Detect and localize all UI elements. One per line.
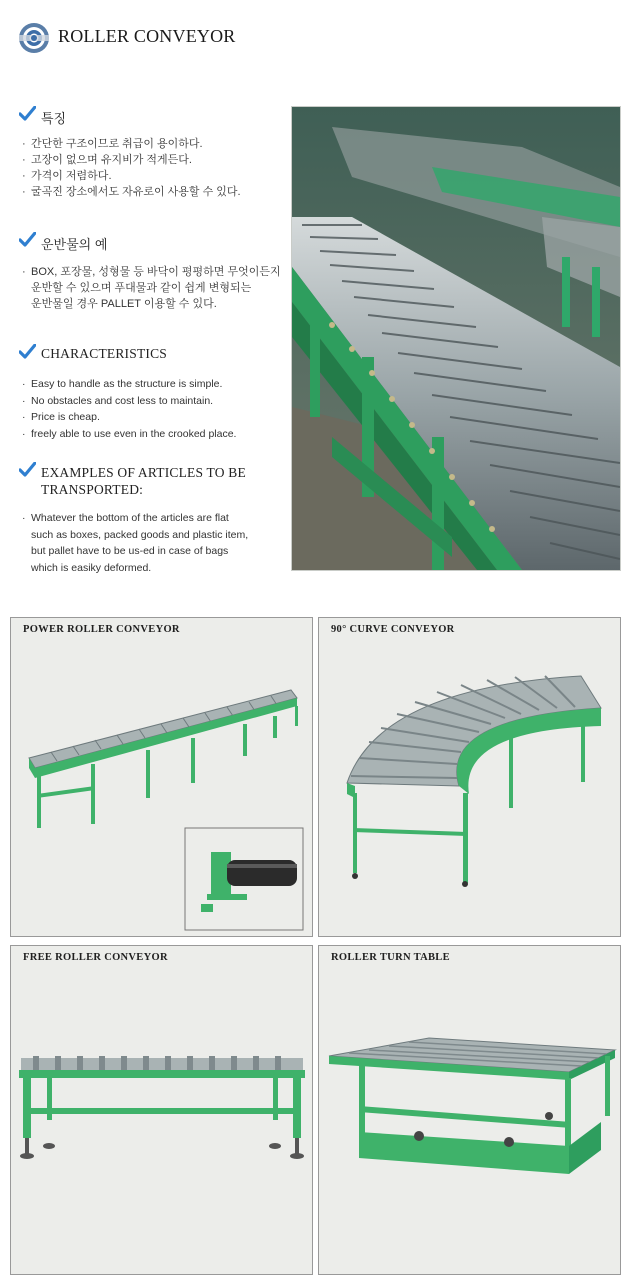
characteristics-list: [22, 376, 287, 442]
list-item: · Easy to handle as the structure is simple.: [22, 376, 287, 393]
company-logo-icon: [18, 22, 50, 54]
text-line: 운반할 수 있으며 푸대물과 같이 쉽게 변형되는: [31, 282, 252, 294]
product-label: ROLLER TURN TABLE: [331, 952, 450, 963]
examples-en-text: · Whatever the bottom of the articles are flat such as boxes, packed goods and plastic item, but pallet have to be us-ed in case of bags which is easiky deformed.: [22, 510, 292, 576]
text-line: which is easiky deformed.: [31, 561, 152, 574]
features-ko-list: [22, 136, 282, 200]
text-line: BOX, 포장물, 성형물 등 바닥이 평평하면 무엇이든지: [31, 266, 281, 278]
product-panel-free-roller: [10, 945, 313, 1275]
text-line: 운반물일 경우 PALLET 이용할 수 있다.: [31, 298, 217, 310]
checkmark-icon: [19, 232, 36, 247]
list-item: · Price is cheap.: [22, 409, 287, 426]
list-item: · 굴곡진 장소에서도 자유로이 사용할 수 있다.: [22, 184, 282, 200]
list-item: · 가격이 저렴하다.: [22, 168, 282, 184]
product-panel-turn-table: [318, 945, 621, 1275]
list-item: · freely able to use even in the crooked place.: [22, 426, 287, 443]
text-line: Whatever the bottom of the articles are flat: [31, 512, 229, 524]
list-item: · No obstacles and cost less to maintain.: [22, 393, 287, 410]
checkmark-icon: [19, 106, 36, 121]
checkmark-icon: [19, 462, 36, 477]
title-line: TRANSPORTED:: [41, 482, 144, 497]
product-label: FREE ROLLER CONVEYOR: [23, 952, 168, 963]
list-item: · 간단한 구조이므로 취급이 용이하다.: [22, 136, 282, 152]
product-panel-power-roller: [10, 617, 313, 937]
page-title: ROLLER CONVEYOR: [58, 26, 236, 46]
examples-ko-title: 운반물의 예: [41, 237, 108, 252]
checkmark-icon: [19, 344, 36, 359]
product-panel-curve-conveyor: [318, 617, 621, 937]
title-line: EXAMPLES OF ARTICLES TO BE: [41, 465, 246, 480]
list-item: · 고장이 없으며 유지비가 적게든다.: [22, 152, 282, 168]
characteristics-title: CHARACTERISTICS: [41, 346, 168, 361]
text-line: but pallet have to be us-ed in case of bags: [31, 545, 229, 557]
text-line: such as boxes, packed goods and plastic item,: [31, 528, 249, 541]
product-label: POWER ROLLER CONVEYOR: [23, 624, 180, 635]
roller-conveyor-photo: [291, 106, 621, 571]
examples-ko-text: · BOX, 포장물, 성형물 등 바닥이 평평하면 무엇이든지 운반할 수 있으며 푸대물과 같이 쉽게 변형되는 운반물일 경우 PALLET 이용할 수 있다.: [22, 264, 292, 312]
features-ko-title: 특징: [41, 111, 67, 126]
product-label: 90° CURVE CONVEYOR: [331, 624, 455, 635]
examples-en-title: [41, 464, 246, 498]
